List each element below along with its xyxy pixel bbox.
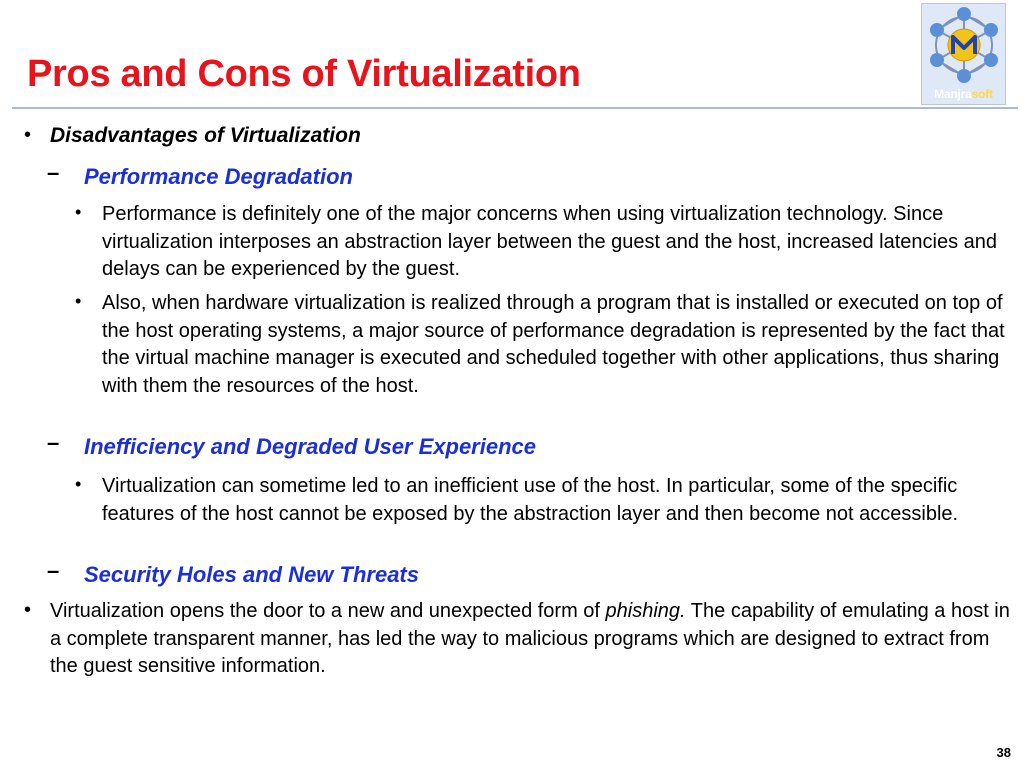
point-text: Virtualization can sometime led to an inefficient use of the host. In particular, some of the specific features of the host cannot be exposed by the abstraction layer and then become not accessible. bbox=[102, 475, 959, 525]
section-heading: Inefficiency and Degraded User Experience bbox=[84, 434, 536, 459]
bullet: • bbox=[24, 124, 32, 146]
section-heading: Performance Degradation bbox=[84, 164, 353, 189]
manjrasoft-logo bbox=[921, 3, 1006, 105]
bullet: • bbox=[75, 202, 82, 222]
dash: – bbox=[47, 160, 60, 185]
section-heading: Security Holes and New Threats bbox=[84, 562, 419, 587]
point-text: Virtualization opens the door to a new and unexpected form of phishing. The capability of emulating a host in a complete transparent manner, has led the way to malicious programs which are designed to extract from the guest sensitive information. bbox=[50, 600, 1010, 677]
dash: – bbox=[47, 558, 60, 583]
title-divider bbox=[12, 107, 1018, 109]
logo-wordmark: Manjrasoft bbox=[934, 87, 993, 101]
emphasis-text: phishing. bbox=[605, 600, 686, 622]
bullet: • bbox=[75, 291, 82, 311]
page-number: 38 bbox=[996, 745, 1011, 760]
dash: – bbox=[47, 430, 60, 455]
point-text: Also, when hardware virtualization is realized through a program that is installed or executed on top of the host operating systems, a major source of performance degradation is represented by the fact that the virtual machine manager is executed and scheduled together with other applications, thus sharing with them the resources of the host. bbox=[102, 292, 1005, 397]
slide-title: Pros and Cons of Virtualization bbox=[27, 53, 581, 95]
main-heading: Disadvantages of Virtualization bbox=[50, 124, 361, 147]
network-logo-icon bbox=[922, 4, 1007, 90]
bullet: • bbox=[24, 599, 32, 621]
point-text: Performance is definitely one of the major concerns when using virtualization technology. Since virtualization interposes an abstraction layer between the guest and the host, increased latencies and delays can be experienced by the guest. bbox=[102, 203, 997, 280]
bullet: • bbox=[75, 474, 82, 494]
